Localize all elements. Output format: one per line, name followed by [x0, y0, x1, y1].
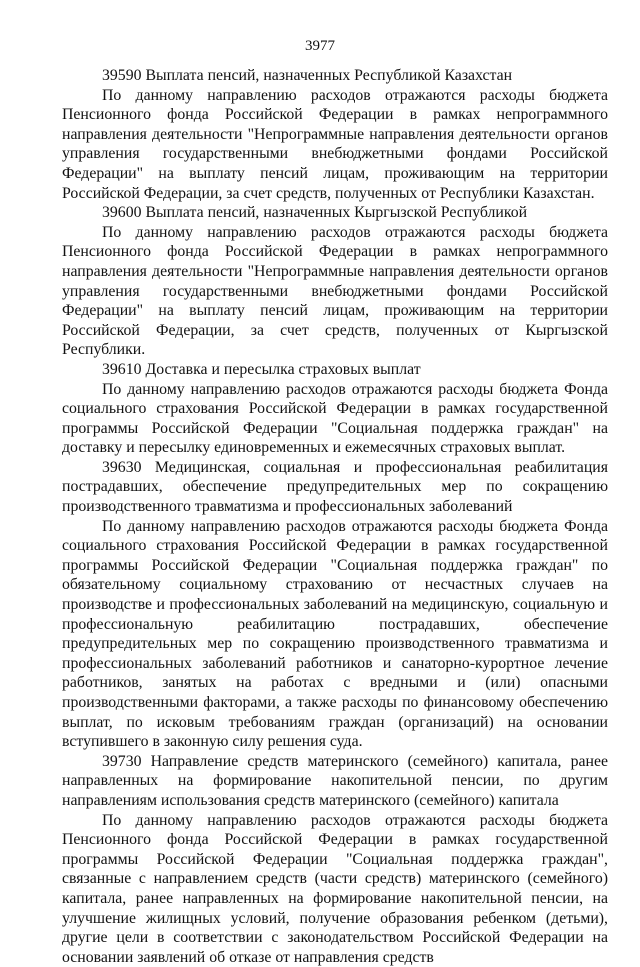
- section-heading-39610: 39610 Доставка и пересылка страховых выплат: [102, 360, 421, 378]
- page-number: 3977: [305, 38, 335, 54]
- section-heading-39730: 39730 Направление средств материнского (семейного) капитала, ранее направленных на формирование накопительной пенсии, по другим направлениям использования средств материнского (семейного) капитала: [62, 752, 608, 809]
- section-body-39610: По данному направлению расходов отражаются расходы бюджета Фонда социального страхования Российской Федерации в рамках государственной программы Российской Федерации "Социальная поддержка граждан" на доставку и пересылку единовременных и ежемесячных страховых выплат.: [62, 380, 608, 457]
- section-body-39590: По данному направлению расходов отражаются расходы бюджета Пенсионного фонда Российской Федерации в рамках непрограммного направления деятельности "Непрограммные направления деятельности органов управления государственными внебюджетными фондами Российской Федерации" на выплату пенсий лицам, проживающим на территории Российской Федерации, за счет средств, полученных от Республики Казахстан.: [62, 86, 608, 202]
- section-heading-39630: 39630 Медицинская, социальная и профессиональная реабилитация пострадавших, обеспечение предупредительных мер по сокращению производственного травматизма и профессиональных заболеваний: [62, 458, 608, 516]
- section-body-39630: По данному направлению расходов отражаются расходы бюджета Фонда социального страхования Российской Федерации в рамках государственной программы Российской Федерации "Социальная поддержка граждан" по обязательному социальному страхованию от несчастных случаев на производстве и профессиональных заболеваний на медицинскую, социальную и профессиональную реабилитацию пострадавших, обеспечение предупредительных мер по сокращению производственного травматизма и профессиональных заболеваний работников и санаторно-курортное лечение работников, занятых на работах с вредными и (или) опасными производственными факторами, а также расходы по финансовому обеспечению выплат, по исковым требованиям граждан (организаций) на основании вступившего в законную силу решения суда.: [62, 517, 608, 751]
- document-body: [62, 66, 608, 967]
- section-heading-39600: 39600 Выплата пенсий, назначенных Кыргызской Республикой: [102, 204, 528, 222]
- section-body-39600: По данному направлению расходов отражаются расходы бюджета Пенсионного фонда Российской Федерации в рамках непрограммного направления деятельности "Непрограммные направления деятельности органов управления государственными внебюджетными фондами Российской Федерации" на выплату пенсий лицам, проживающим на территории Российской Федерации, за счет средств, полученных от Кыргызской Республики.: [62, 223, 608, 359]
- section-body-39730: По данному направлению расходов отражаются расходы бюджета Пенсионного фонда Российской Федерации в рамках государственной программы Российской Федерации "Социальная поддержка граждан", связанные с направлением средств (части средств) материнского (семейного) капитала, ранее направленных на формирование накопительной пенсии, на улучшение жилищных условий, получение образования ребенком (детьми), другие цели в соответствии с законодательством Российской Федерации на основании заявлений об отказе от направления средств: [62, 811, 608, 966]
- section-heading-39590: 39590 Выплата пенсий, назначенных Республикой Казахстан: [102, 67, 513, 84]
